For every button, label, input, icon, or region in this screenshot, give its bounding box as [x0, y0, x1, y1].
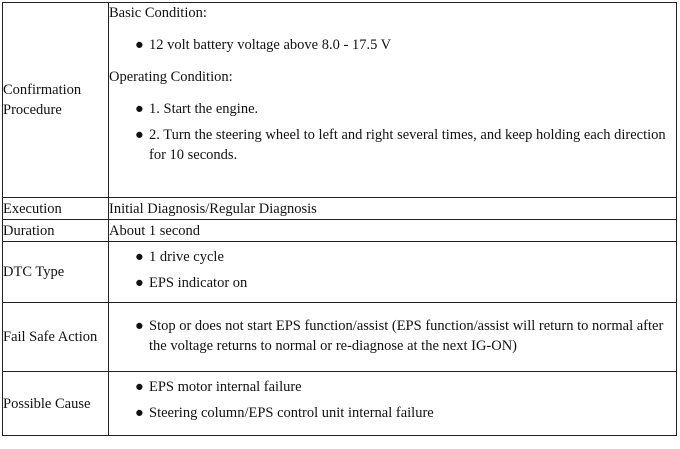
row-execution: [3, 198, 677, 220]
possible-cause-list: [109, 377, 676, 423]
execution-value: Initial Diagnosis/Regular Diagnosis: [109, 198, 677, 220]
list-item: ● Steering column/EPS control unit internal failure: [135, 405, 434, 421]
bullet-icon: ●: [135, 37, 144, 53]
confirmation-label: Confirmation Procedure: [3, 3, 109, 198]
dtc-type-list: [109, 247, 676, 293]
bullet-icon: ●: [135, 405, 144, 421]
row-possible-cause: [3, 372, 677, 436]
bullet-icon: ●: [135, 249, 144, 265]
operating-condition-list: [109, 99, 676, 165]
row-fail-safe: [3, 303, 677, 372]
confirmation-value: [109, 3, 677, 198]
bullet-icon: ●: [135, 127, 144, 143]
basic-condition-list: [109, 35, 676, 55]
fail-safe-label: Fail Safe Action: [3, 303, 109, 372]
bullet-icon: ●: [135, 379, 144, 395]
basic-condition-heading: Basic Condition:: [109, 5, 207, 21]
row-duration: [3, 220, 677, 242]
list-item: ● EPS indicator on: [135, 275, 248, 291]
execution-label: Execution: [3, 198, 109, 220]
list-item: ● 1 drive cycle: [135, 249, 224, 265]
dtc-type-value: [109, 242, 677, 303]
possible-cause-label: Possible Cause: [3, 372, 109, 436]
list-item: ● 1. Start the engine.: [135, 101, 259, 117]
dtc-spec-table: [2, 2, 677, 436]
row-dtc-type: [3, 242, 677, 303]
row-confirmation: [3, 3, 677, 198]
operating-condition-heading: Operating Condition:: [109, 69, 233, 85]
list-item: ● 12 volt battery voltage above 8.0 - 17.5 V: [135, 37, 392, 53]
bullet-icon: ●: [135, 275, 144, 291]
list-item: ● 2. Turn the steering wheel to left and right several times, and keep holding each direction for 10 seconds.: [135, 127, 666, 163]
possible-cause-value: [109, 372, 677, 436]
fail-safe-value: [109, 303, 677, 372]
fail-safe-list: [109, 316, 676, 356]
list-item: ● Stop or does not start EPS function/assist (EPS function/assist will return to normal after the voltage returns to normal or re-diagnose at the next IG-ON): [135, 318, 664, 354]
duration-label: Duration: [3, 220, 109, 242]
list-item: ● EPS motor internal failure: [135, 379, 302, 395]
bullet-icon: ●: [135, 318, 144, 334]
duration-value: About 1 second: [109, 220, 677, 242]
dtc-type-label: DTC Type: [3, 242, 109, 303]
bullet-icon: ●: [135, 101, 144, 117]
